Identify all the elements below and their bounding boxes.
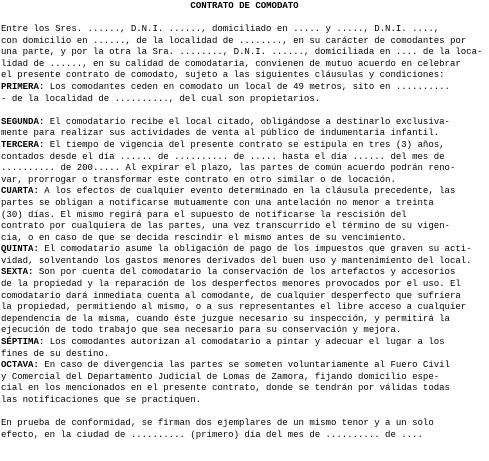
document-line bbox=[1, 93, 487, 105]
document-line bbox=[1, 139, 487, 151]
document-line bbox=[1, 266, 487, 278]
document-line bbox=[1, 278, 487, 290]
line-text: El comodatario asume la obligación de pago de los impuestos que graven su acti- bbox=[38, 243, 472, 255]
document-body bbox=[1, 23, 487, 440]
line-text: ejecución de todo trabajo que sea necesario para su conservación y mejora. bbox=[1, 324, 402, 336]
line-text: la propiedad, permitiendo al mismo, o a sus representantes el libre acceso a cualquier bbox=[1, 301, 467, 313]
document-line bbox=[1, 46, 487, 58]
line-text: las notificaciones que se practiquen. bbox=[1, 394, 202, 405]
line-text: el presente contrato de comodato, sujeto a las siguientes cláusulas y condiciones: bbox=[1, 69, 445, 81]
line-text: A los efectos de cualquier evento determinado en la cláusula precedente, las bbox=[38, 185, 456, 197]
clause-heading: TERCERA: bbox=[1, 138, 45, 150]
document-line bbox=[1, 162, 487, 174]
clause-heading: PRIMERA: bbox=[1, 80, 45, 92]
document-line bbox=[1, 243, 487, 255]
line-text: con domicilio en ......, de la localidad de ........, en su carácter de comodantes por bbox=[1, 34, 467, 46]
document-line bbox=[1, 336, 487, 348]
clause-heading: CUARTA: bbox=[1, 185, 39, 197]
line-text: .......... de 200..... Al expirar el plazo, las partes de común acuerdo podrán reno- bbox=[1, 162, 456, 174]
line-text: dependencia de la misma, cuando éste juzgue necesario su inspección, y permitirá la bbox=[1, 312, 450, 324]
line-text: (30) días. El mismo regirá para el supuesto de notificarse la rescisión del bbox=[1, 208, 407, 220]
line-text: contrato por cualquiera de las partes, una vez transcurrido el término de su vigen- bbox=[1, 220, 450, 232]
document-line bbox=[1, 197, 487, 209]
line-text: El comodatario recibe el local citado, obligándose a destinarlo exclusiva- bbox=[44, 115, 450, 127]
document-line bbox=[1, 232, 487, 244]
clause-heading: SEXTA: bbox=[1, 266, 34, 278]
document-line bbox=[1, 429, 487, 441]
line-text: Son por cuenta del comodatario la conservación de los artefactos y accesorios bbox=[33, 266, 456, 278]
line-text: cia, o en caso de que se decida rescindir el mismo antes de su vencimiento. bbox=[1, 231, 407, 243]
document-title: CONTRATO DE COMODATO bbox=[190, 0, 299, 11]
document-line bbox=[1, 417, 487, 429]
line-text: vidad, solventando los gastos menores derivados del buen uso y mantenimiento del local. bbox=[1, 254, 472, 266]
line-text: fines de su destino. bbox=[1, 347, 110, 359]
line-text: - de la localidad de .........., del cual son propietarios. bbox=[1, 92, 321, 104]
line-text: En caso de divergencia las partes se someten voluntariamente al Fuero Civil bbox=[38, 359, 450, 371]
line-text: lidad de ......, en su calidad de comodataria, convienen de mutuo acuerdo en celebrar bbox=[1, 57, 461, 69]
line-text: partes se obligan a notificarse mutuamente con una antelación no menor a treinta bbox=[1, 196, 434, 208]
clause-heading: SEGUNDA: bbox=[1, 115, 45, 127]
document-line bbox=[1, 23, 487, 35]
document-line bbox=[1, 348, 487, 360]
line-text: El tiempo de vigencia del presente contrato se estipula en tres (3) años, bbox=[44, 138, 445, 150]
line-text: var, prorrogar o transformar este contrato en otro similar o de locación. bbox=[1, 173, 396, 185]
document-line bbox=[1, 255, 487, 267]
document-line bbox=[1, 209, 487, 221]
document-line bbox=[1, 301, 487, 313]
document-line bbox=[1, 174, 487, 186]
paragraph-gap bbox=[1, 406, 487, 418]
document-line bbox=[1, 69, 487, 81]
line-text: cial en los mencionados en el presente contrato, donde se tendrán por válidas todas bbox=[1, 382, 450, 394]
line-text: Entre los Sres. ......, D.N.I. ......, domiciliado en ..... y ....., D.N.I. ...., bbox=[1, 23, 440, 34]
document-line bbox=[1, 394, 487, 406]
document-line bbox=[1, 35, 487, 47]
document-line bbox=[1, 313, 487, 325]
line-text: En prueba de conformidad, se firman dos ejemplares de un mismo tenor y a un solo bbox=[1, 417, 434, 429]
line-text: de la propiedad y la reparación de los desperfectos menores provocados por el uso. El bbox=[1, 278, 461, 290]
document-line bbox=[1, 185, 487, 197]
document-line bbox=[1, 58, 487, 70]
line-text: comodatario dará inmediata cuenta al comodante, de cualquier desperfecto que sufriera bbox=[1, 289, 461, 301]
document-line bbox=[1, 359, 487, 371]
line-text: una parte, y por la otra la Sra. ........, D.N.I. ......, domiciliada en .... de la loca- bbox=[1, 46, 483, 58]
document-line bbox=[1, 116, 487, 128]
line-text: Los comodantes autorizan al comodatario a pintar y adecuar el lugar a los bbox=[44, 336, 445, 348]
document-line bbox=[1, 151, 487, 163]
line-text: mente para realizar sus actividades de venta al público de indumentaria infantil. bbox=[1, 127, 440, 139]
document-line bbox=[1, 371, 487, 383]
document-line bbox=[1, 324, 487, 336]
line-text: y Comercial del Departamento Judicial de Lomas de Zamora, fijando domicilio espe- bbox=[1, 370, 440, 382]
document-line bbox=[1, 382, 487, 394]
clause-heading: SÉPTIMA: bbox=[1, 336, 45, 348]
line-text: efecto, en la ciudad de .......... (primero) día del mes de .......... de .... bbox=[1, 428, 423, 440]
document-line bbox=[1, 127, 487, 139]
document-line bbox=[1, 290, 487, 302]
line-text: Los comodantes ceden en comodato un local de 49 metros, sito en .......... bbox=[44, 80, 450, 92]
document-line bbox=[1, 81, 487, 93]
clause-heading: QUINTA: bbox=[1, 243, 39, 255]
paragraph-gap bbox=[1, 104, 487, 116]
line-text: contados desde el día ...... de .......... de ..... hasta el día ...... del mes de bbox=[1, 150, 445, 162]
document-line bbox=[1, 220, 487, 232]
clause-heading: OCTAVA: bbox=[1, 359, 39, 371]
